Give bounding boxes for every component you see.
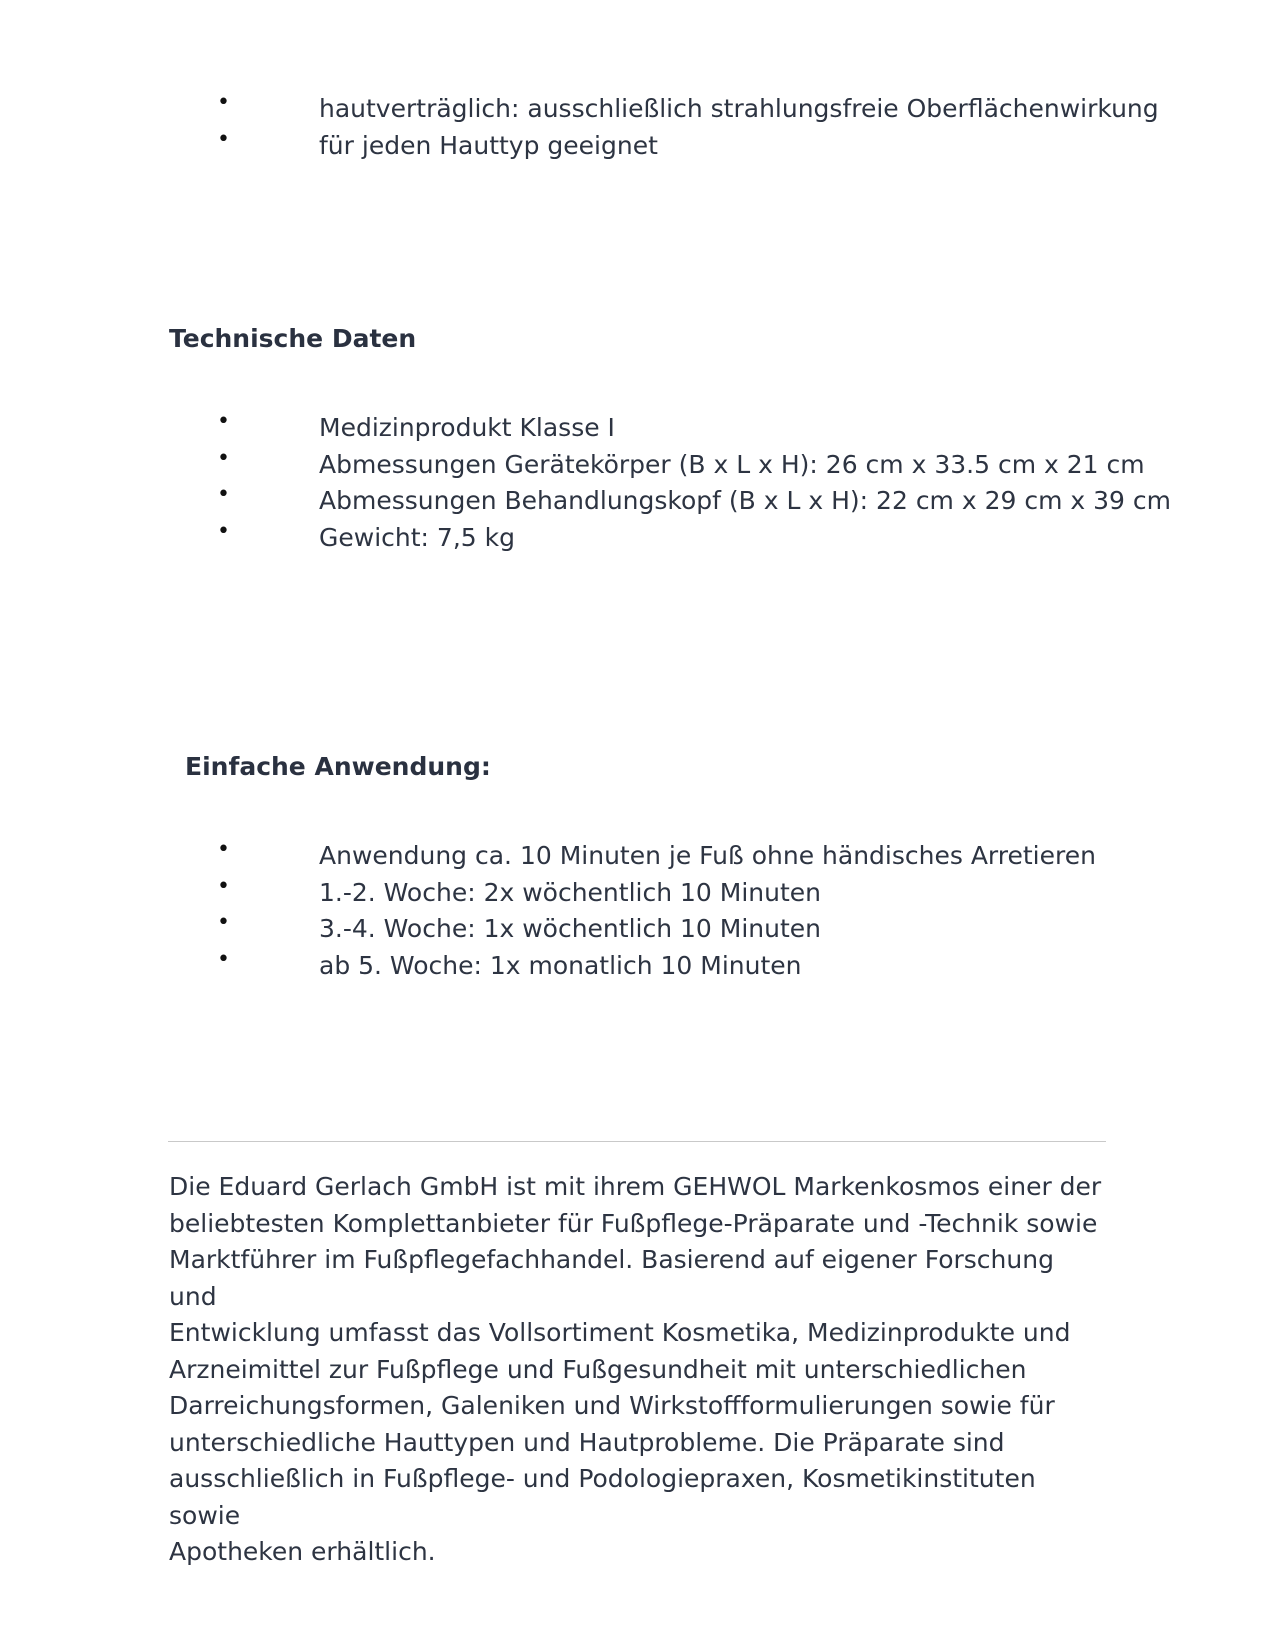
bullet-icon: • [217,837,230,862]
feature-list [0,91,1275,164]
list-item [0,410,1275,447]
bullet-icon: • [217,90,230,115]
company-paragraph: Die Eduard Gerlach GmbH ist mit ihrem GEHWOL Markenkosmos einer der beliebtesten Komplettanbieter für Fußpflege-Präparate und -Technik sowie Marktführer im Fußpflegefachhandel. Basierend auf eigener Forschung und Entwicklung umfasst das Vollsortiment Kosmetika, Medizinprodukte und Arzneimittel zur Fußpflege und Fußgesundheit mit unterschiedlichen Darreichungsformen, Galeniken und Wirkstoffformulierungen sowie für unterschiedliche Hauttypen und Hautprobleme. Die Präparate sind ausschließlich in Fußpflege- und Podologiepraxen, Kosmetikinstituten sowie Apotheken erhältlich. [169,1172,1102,1566]
list-item [0,838,1275,875]
list-item-text: Abmessungen Gerätekörper (B x L x H): 26 cm x 33.5 cm x 21 cm [319,449,1145,479]
list-item-text: Medizinprodukt Klasse I [319,413,615,442]
list-item-text: Abmessungen Behandlungskopf (B x L x H): 22 cm x 29 cm x 39 cm [319,486,1172,515]
horizontal-divider [168,1141,1106,1142]
list-item-text: ab 5. Woche: 1x monatlich 10 Minuten [319,950,802,980]
list-item [0,911,1275,948]
list-item [0,520,1275,557]
bullet-icon: • [217,482,230,507]
list-item [0,128,1275,165]
list-item-text: 1.-2. Woche: 2x wöchentlich 10 Minuten [319,877,821,907]
list-item [0,91,1275,128]
list-item-text: hautverträglich: ausschließlich strahlungsfreie Oberflächenwirkung [319,94,1159,123]
list-item-text: 3.-4. Woche: 1x wöchentlich 10 Minuten [319,914,821,943]
list-item [0,447,1275,484]
technical-data-list [0,410,1275,556]
bullet-icon: • [217,946,230,972]
bullet-icon: • [217,873,230,899]
list-item-text: Gewicht: 7,5 kg [319,522,515,552]
list-item [0,948,1275,985]
list-item-text: für jeden Hauttyp geeignet [319,130,658,160]
bullet-icon: • [217,409,230,434]
usage-list [0,838,1275,984]
bullet-icon: • [217,445,230,471]
bullet-icon: • [217,910,230,935]
technical-data-heading: Technische Daten [169,324,417,353]
bullet-icon: • [217,518,230,544]
list-item-text: Anwendung ca. 10 Minuten je Fuß ohne händisches Arretieren [319,841,1096,870]
list-item [0,875,1275,912]
list-item [0,483,1275,520]
usage-heading: Einfache Anwendung: [185,752,491,781]
bullet-icon: • [217,126,230,152]
